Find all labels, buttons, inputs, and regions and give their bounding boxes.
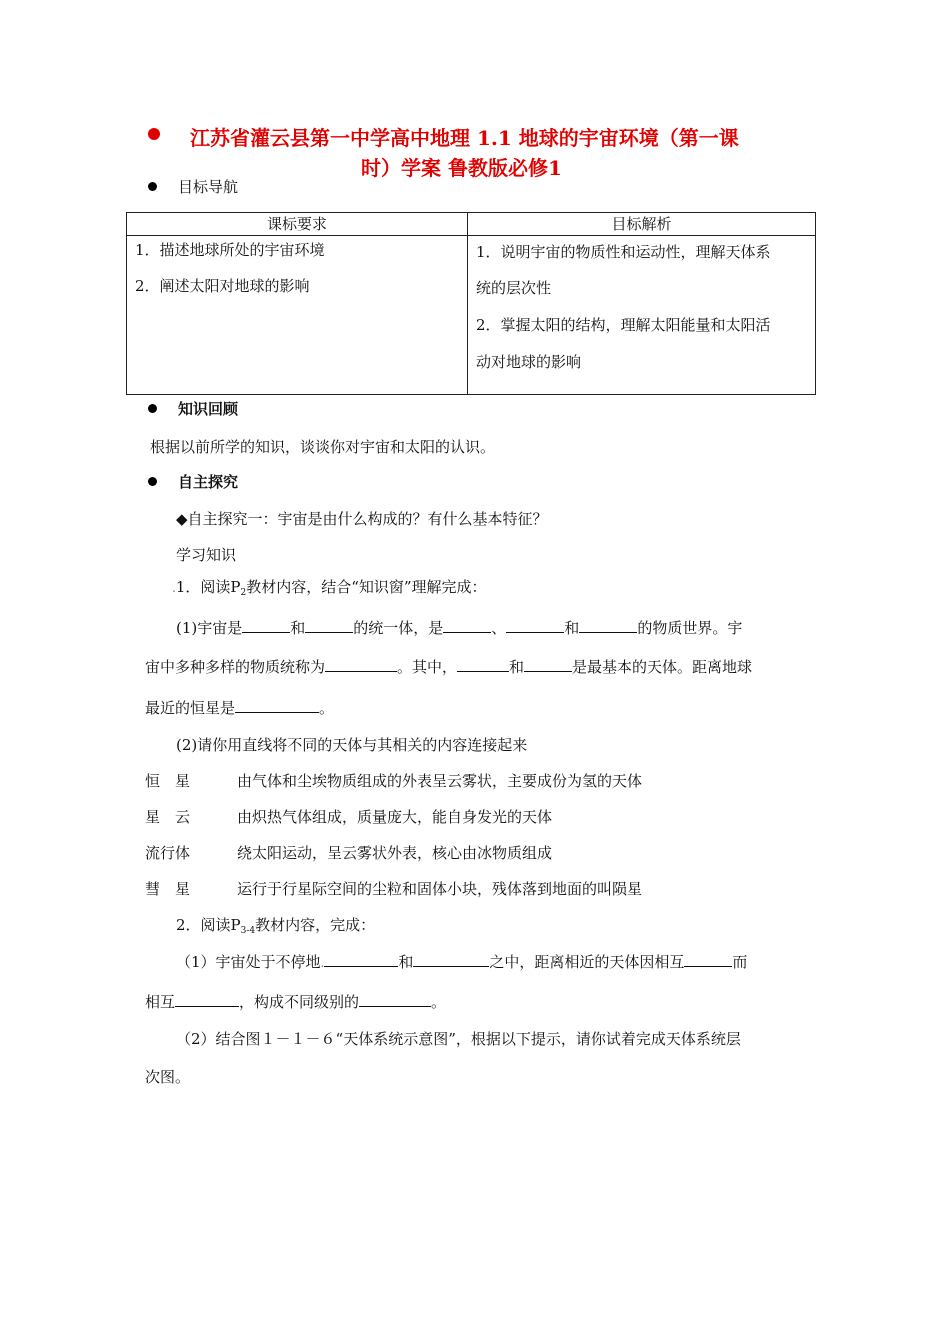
blank-field[interactable]	[579, 618, 637, 633]
table-header-row	[127, 213, 816, 236]
blank-field[interactable]	[457, 657, 509, 672]
blank-field[interactable]	[305, 618, 353, 633]
analysis-item: 2．掌握太阳的结构，理解太阳能量和太阳活	[476, 316, 771, 334]
page-title-line1: 江苏省灌云县第一中学高中地理 1.1 地球的宇宙环境（第一课	[190, 126, 739, 150]
marker-dot-icon: .	[172, 581, 176, 595]
review-text: 根据以前所学的知识，谈谈你对宇宙和太阳的认识。	[150, 438, 496, 456]
question-2-2-line1: （2）结合图１－１－６“天体系统示意图”，根据以下提示，请你试着完成天体系统层	[176, 1030, 741, 1048]
explore1-heading: ◆自主探究一：宇宙是由什么构成的？有什么基本特征？	[176, 510, 548, 528]
question-2: 2．阅读$P_{3-4}$教材内容，完成：	[176, 916, 376, 936]
analysis-cell	[468, 236, 816, 395]
analysis-item: 动对地球的影响	[476, 353, 582, 371]
question-1-1-line3: 最近的恒星是 。	[145, 699, 335, 717]
section-bullet-icon	[148, 182, 157, 191]
page-title-line2: 时）学案 鲁教版必修1	[361, 156, 562, 180]
question-1-1-line1: (1)宇宙是 和 的统一体，是 、 和 的物质世界。宇	[176, 619, 743, 637]
table-header-analysis: 目标解析	[468, 213, 816, 236]
match-desc[interactable]: 运行于行星际空间的尘粒和固体小块，残体落到地面的叫陨星	[237, 880, 643, 898]
match-name[interactable]: 流行体	[145, 844, 191, 862]
blank-field[interactable]	[325, 657, 397, 672]
blank-field[interactable]	[443, 618, 491, 633]
match-name[interactable]: 星 云	[145, 808, 191, 826]
title-bullet-icon	[148, 128, 160, 140]
match-name[interactable]: 彗 星	[145, 880, 191, 898]
marker-dot-icon: .	[320, 956, 325, 970]
section-explore: 自主探究	[178, 473, 239, 491]
question-1-1-line2: 宙中多种多样的物质统称为 。其中， 和 是最基本的天体。距离地球	[145, 658, 753, 676]
blank-field[interactable]	[175, 992, 239, 1007]
blank-field[interactable]	[235, 698, 319, 713]
blank-field[interactable]	[413, 952, 489, 967]
blank-field[interactable]	[242, 618, 290, 633]
analysis-item: 统的层次性	[476, 279, 552, 297]
question-1: .1．阅读$P_2$教材内容，结合“知识窗”理解完成：	[172, 578, 487, 598]
table-row	[127, 236, 816, 395]
requirements-cell	[127, 236, 468, 395]
goals-table	[126, 212, 816, 395]
blank-field[interactable]	[524, 657, 572, 672]
blank-field[interactable]	[684, 952, 732, 967]
section-goal-nav: 目标导航	[178, 178, 239, 196]
match-desc[interactable]: 由气体和尘埃物质组成的外表呈云雾状，主要成份为氢的天体	[237, 772, 643, 790]
section-bullet-icon	[148, 477, 157, 486]
requirement-item: 2．阐述太阳对地球的影响	[135, 277, 310, 295]
blank-field[interactable]	[506, 618, 564, 633]
blank-field[interactable]	[359, 992, 431, 1007]
match-name[interactable]: 恒 星	[145, 772, 191, 790]
question-1-2: (2)请你用直线将不同的天体与其相关的内容连接起来	[176, 736, 528, 754]
question-2-1-line2: 相互 ，构成不同级别的 。	[145, 993, 447, 1011]
table-header-requirements: 课标要求	[127, 213, 468, 236]
match-desc[interactable]: 绕太阳运动，呈云雾状外表，核心由冰物质组成	[237, 844, 553, 862]
question-2-2-line2: 次图。	[145, 1068, 191, 1086]
match-desc[interactable]: 由炽热气体组成，质量庞大，能自身发光的天体	[237, 808, 553, 826]
learn-label: 学习知识	[176, 546, 237, 564]
blank-field[interactable]	[324, 952, 398, 967]
section-bullet-icon	[148, 404, 157, 413]
question-2-1-line1: （1）宇宙处于不停地. 和 之中，距离相近的天体因相互 而	[176, 953, 748, 971]
analysis-item: 1．说明宇宙的物质性和运动性，理解天体系	[476, 243, 771, 261]
requirement-item: 1．描述地球所处的宇宙环境	[135, 241, 325, 259]
section-review: 知识回顾	[178, 400, 239, 418]
